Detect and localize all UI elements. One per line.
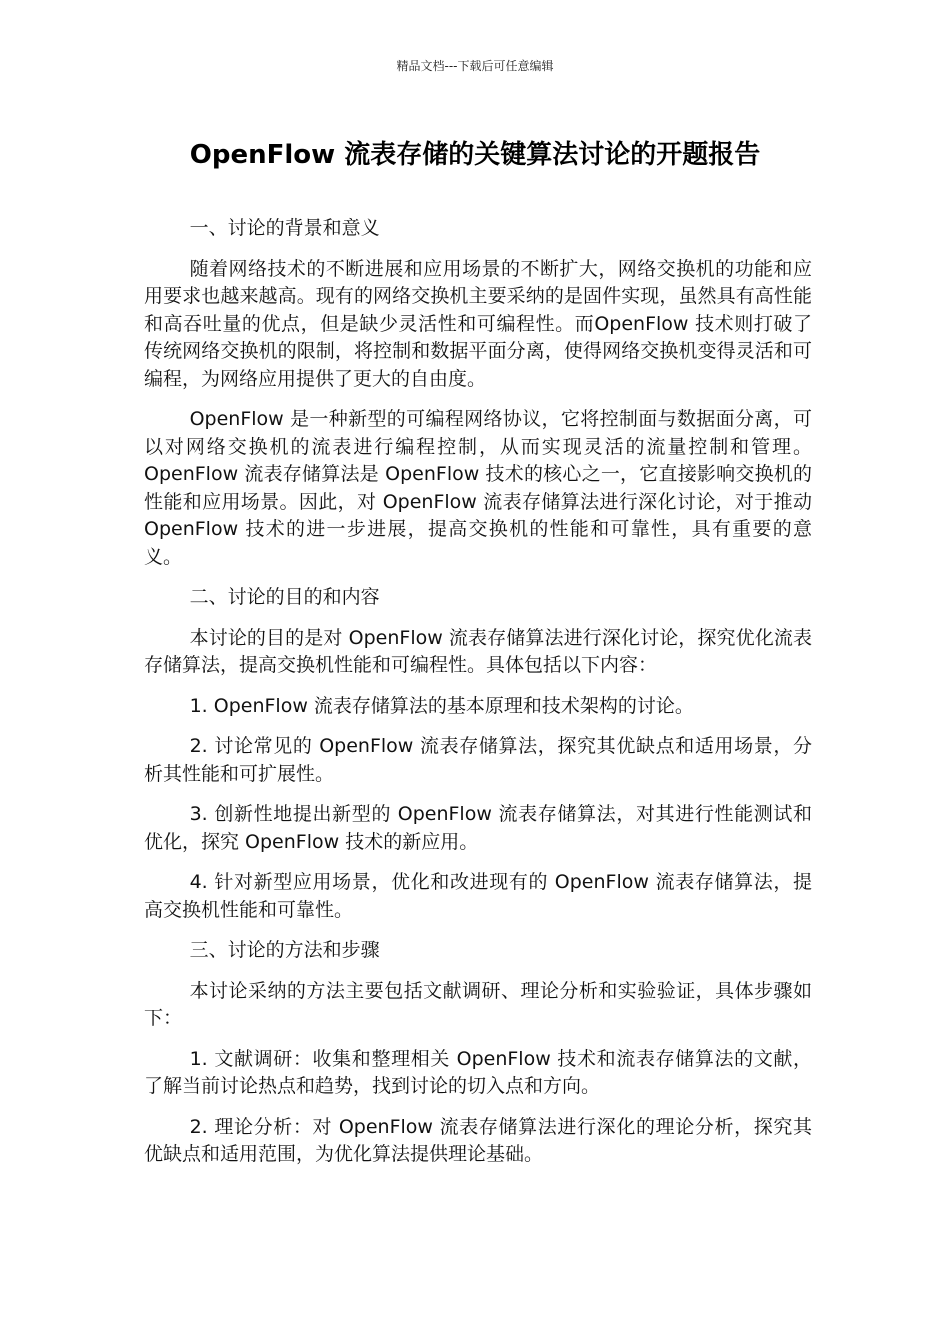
list-item: 1. OpenFlow 流表存储算法的基本原理和技术架构的讨论。 (189, 694, 694, 717)
document-title: OpenFlow 流表存储的关键算法讨论的开题报告 (189, 140, 761, 170)
section-heading-methods: 三、讨论的方法和步骤 (189, 939, 380, 961)
section-heading-background: 一、讨论的背景和意义 (189, 217, 380, 239)
list-item: 3. 创新性地提出新型的 OpenFlow 流表存储算法，对其进行性能测试和优化，探究 OpenFlow 技术的新应用。 (144, 803, 812, 853)
list-item: 2. 讨论常见的 OpenFlow 流表存储算法，探究其优缺点和适用场景，分析其性能和可扩展性。 (144, 735, 812, 785)
paragraph: 随着网络技术的不断进展和应用场景的不断扩大，网络交换机的功能和应用要求也越来越高。现有的网络交换机主要采纳的是固件实现，虽然具有高性能和高吞吐量的优点，但是缺少灵活性和可编程性。而OpenFlow 技术则打破了传统网络交换机的限制，将控制和数据平面分离，使得网络交换机变得灵活和可编程，为网络应用提供了更大的自由度。 (144, 257, 812, 390)
list-item: 4. 针对新型应用场景，优化和改进现有的 OpenFlow 流表存储算法，提高交换机性能和可靠性。 (144, 871, 812, 921)
paragraph: 本讨论的目的是对 OpenFlow 流表存储算法进行深化讨论，探究优化流表存储算法，提高交换机性能和可编程性。具体包括以下内容： (144, 626, 812, 676)
paragraph: OpenFlow 是一种新型的可编程网络协议，它将控制面与数据面分离，可以对网络交换机的流表进行编程控制，从而实现灵活的流量控制和管理。OpenFlow 流表存储算法是 OpenFlow 技术的核心之一，它直接影响交换机的性能和应用场景。因此，对 OpenFlow 流表存储算法进行深化讨论，对于推动 OpenFlow 技术的进一步进展，提高交换机的性能和可靠性，具有重要的意义。 (144, 408, 812, 568)
document-body (144, 215, 812, 1182)
list-item: 1. 文献调研：收集和整理相关 OpenFlow 技术和流表存储算法的文献，了解当前讨论热点和趋势，找到讨论的切入点和方向。 (144, 1047, 812, 1097)
paragraph: 本讨论采纳的方法主要包括文献调研、理论分析和实验验证，具体步骤如下： (144, 979, 812, 1029)
section-heading-purpose: 二、讨论的目的和内容 (189, 586, 380, 608)
page-header: 精品文档---下载后可任意编辑 (396, 59, 554, 73)
list-item: 2. 理论分析：对 OpenFlow 流表存储算法进行深化的理论分析，探究其优缺点和适用范围，为优化算法提供理论基础。 (144, 1115, 812, 1165)
